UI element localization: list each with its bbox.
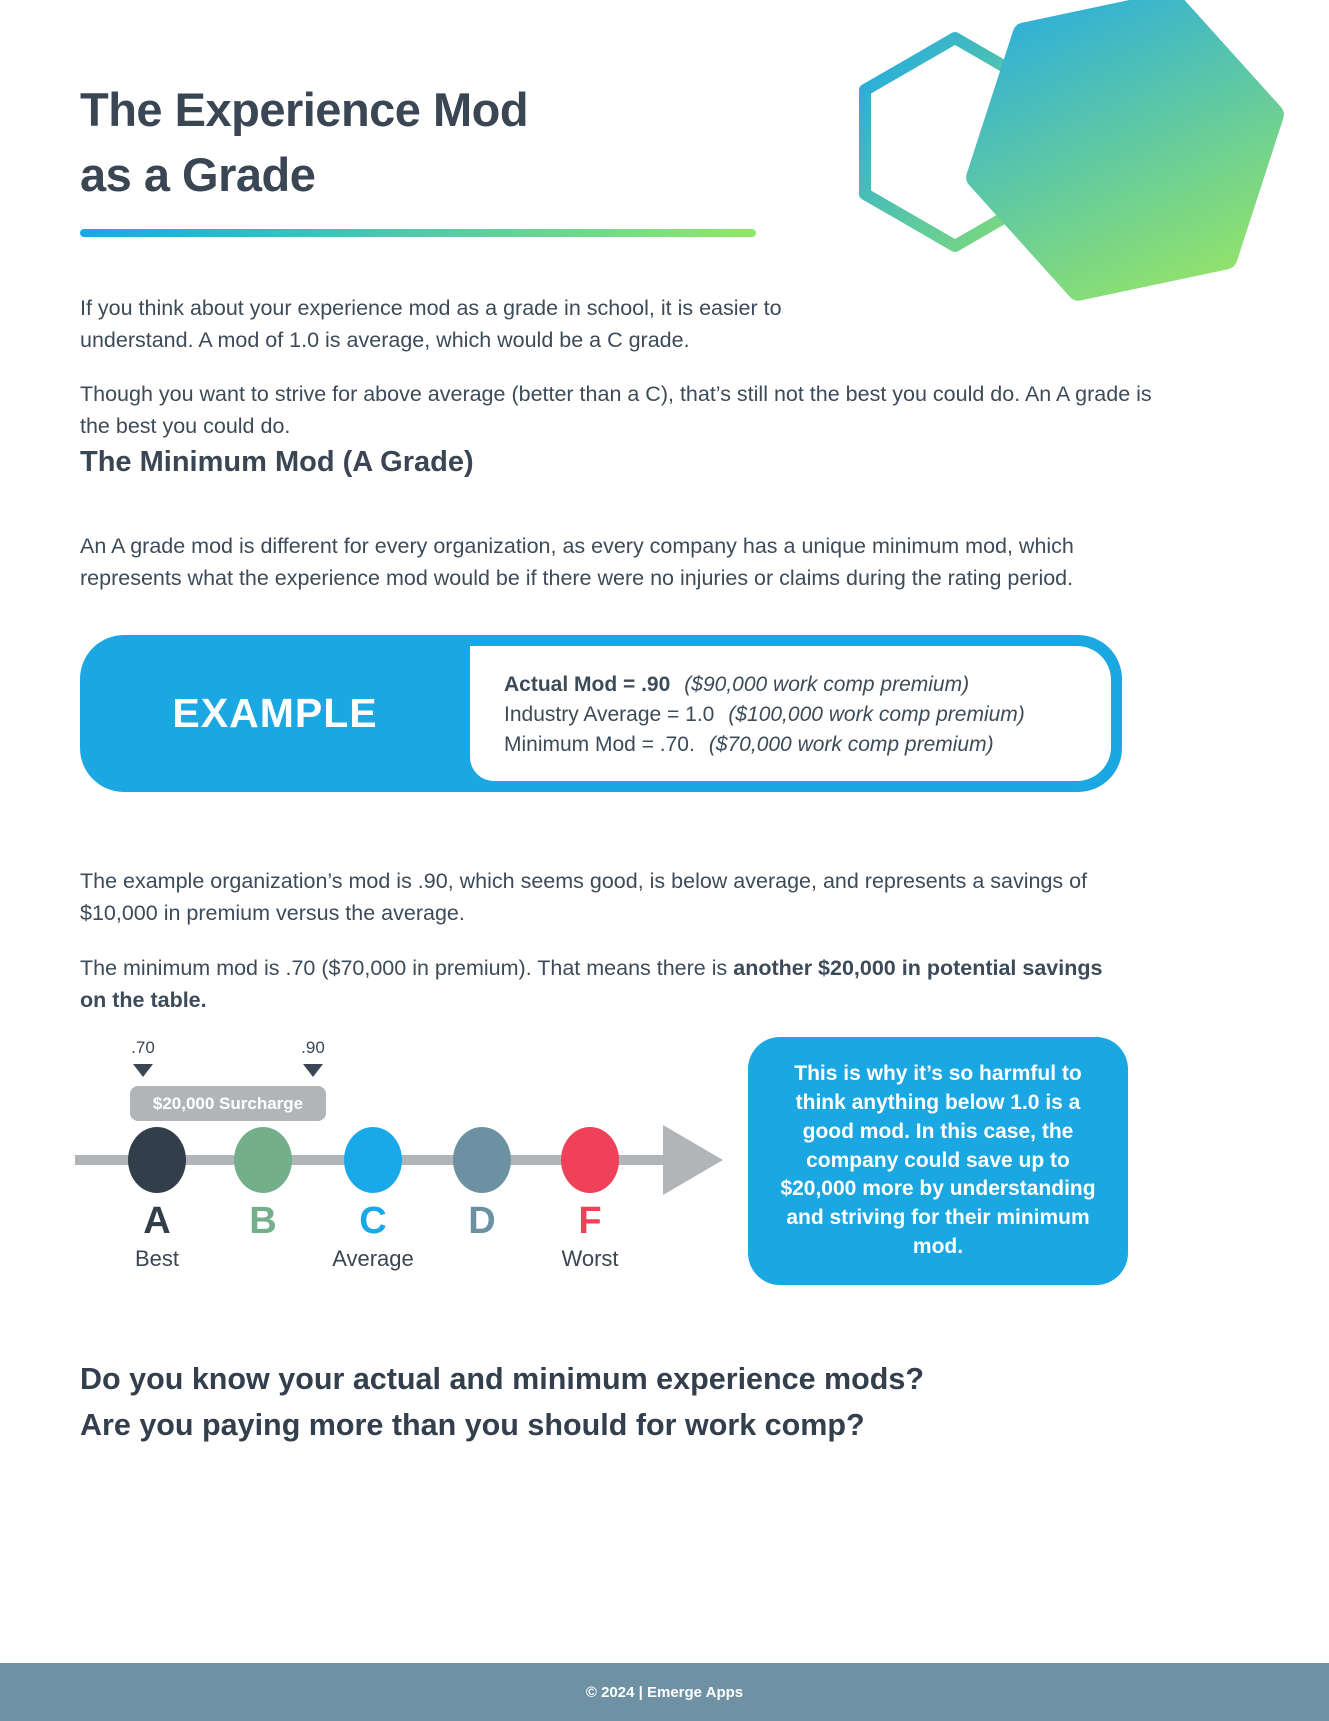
gradient-divider xyxy=(80,229,756,237)
grade-letter-c: C xyxy=(359,1200,387,1242)
axis-label-average: Average xyxy=(332,1246,414,1271)
grade-circle-c xyxy=(344,1127,402,1193)
grade-circle-b xyxy=(234,1127,292,1193)
intro-paragraph-2: Though you want to strive for above average (better than a C), that’s still not the best you could do. An A grade is the best you could do. xyxy=(80,381,1152,438)
callout-text-before: This is why it’s so harmful to think anything below 1.0 is a good mod. In this case, the company could save up to xyxy=(794,1061,1082,1172)
grade-letter-d: D xyxy=(468,1200,496,1242)
minimum-mod-paragraph: An A grade mod is different for every organization, as every company has a unique minimum mod, which represents what the experience mod would be if there were no injuries or claims during the rating period. xyxy=(80,533,1074,590)
closing-questions xyxy=(80,1356,1180,1449)
callout-box xyxy=(748,1037,1128,1285)
analysis-paragraph-2 xyxy=(80,952,1130,1017)
footer-copyright: © 2024 | Emerge Apps xyxy=(585,1683,744,1701)
marker-value-90: .90 xyxy=(301,1038,325,1057)
example-industry-average-value: Industry Average = 1.0 xyxy=(504,703,715,727)
page-title-line2: as a Grade xyxy=(80,147,316,201)
example-label: EXAMPLE xyxy=(172,690,378,736)
grade-circle-f xyxy=(561,1127,619,1193)
example-minimum-mod-note: ($70,000 work comp premium) xyxy=(708,733,994,757)
callout-text-after: more by understanding and striving for their minimum mod. xyxy=(786,1177,1096,1259)
example-row-industry-average xyxy=(504,700,1111,730)
filled-hexagon-icon xyxy=(955,0,1295,329)
example-row-minimum-mod xyxy=(504,730,1111,760)
callout-text xyxy=(770,1060,1106,1263)
example-minimum-mod-value: Minimum Mod = .70. xyxy=(504,733,695,757)
grade-letter-a: A xyxy=(143,1200,171,1242)
grade-letter-f: F xyxy=(578,1200,602,1242)
hexagon-decoration xyxy=(849,0,1329,330)
surcharge-badge: $20,000 Surcharge xyxy=(130,1086,326,1121)
example-box xyxy=(80,635,1122,792)
closing-question-2: Are you paying more than you should for work comp? xyxy=(80,1408,865,1443)
intro-paragraph-1: If you think about your experience mod as a grade in school, it is easier to understand. A mod of 1.0 is average, which would be a C grade. xyxy=(80,295,782,352)
marker-arrow-70-icon xyxy=(133,1064,153,1077)
grade-scale-arrow-icon xyxy=(663,1125,723,1195)
example-actual-mod-note: ($90,000 work comp premium) xyxy=(684,673,970,696)
analysis-paragraph-1: The example organization’s mod is .90, which seems good, is below average, and represents a savings of $10,000 in premium versus the average. xyxy=(80,868,1088,925)
grade-circle-a xyxy=(128,1127,186,1193)
example-actual-mod-value: Actual Mod = .90 xyxy=(504,673,671,696)
closing-question-1: Do you know your actual and minimum experience mods? xyxy=(80,1362,925,1396)
page-title-line1: The Experience Mod xyxy=(80,83,529,136)
analysis-paragraph-2-normal: The minimum mod is .70 ($70,000 in premium). That means there is xyxy=(80,955,734,980)
example-row-actual-mod xyxy=(504,670,1111,700)
callout-text-amount: $20,000 xyxy=(780,1177,857,1201)
grade-letter-b: B xyxy=(249,1200,277,1242)
analysis-paragraph-2-bold: another $20,000 in potential savings on the table. xyxy=(80,955,1103,1012)
axis-label-worst: Worst xyxy=(561,1246,619,1271)
grade-circle-d xyxy=(453,1127,511,1193)
axis-label-best: Best xyxy=(134,1246,180,1271)
marker-value-70: .70 xyxy=(131,1038,155,1057)
example-details xyxy=(470,646,1111,781)
section-heading-minimum-mod: The Minimum Mod (A Grade) xyxy=(80,446,474,478)
example-industry-average-note: ($100,000 work comp premium) xyxy=(728,703,1025,727)
footer-bar xyxy=(0,1663,1329,1721)
marker-arrow-90-icon xyxy=(303,1064,323,1077)
page-title xyxy=(80,78,528,208)
